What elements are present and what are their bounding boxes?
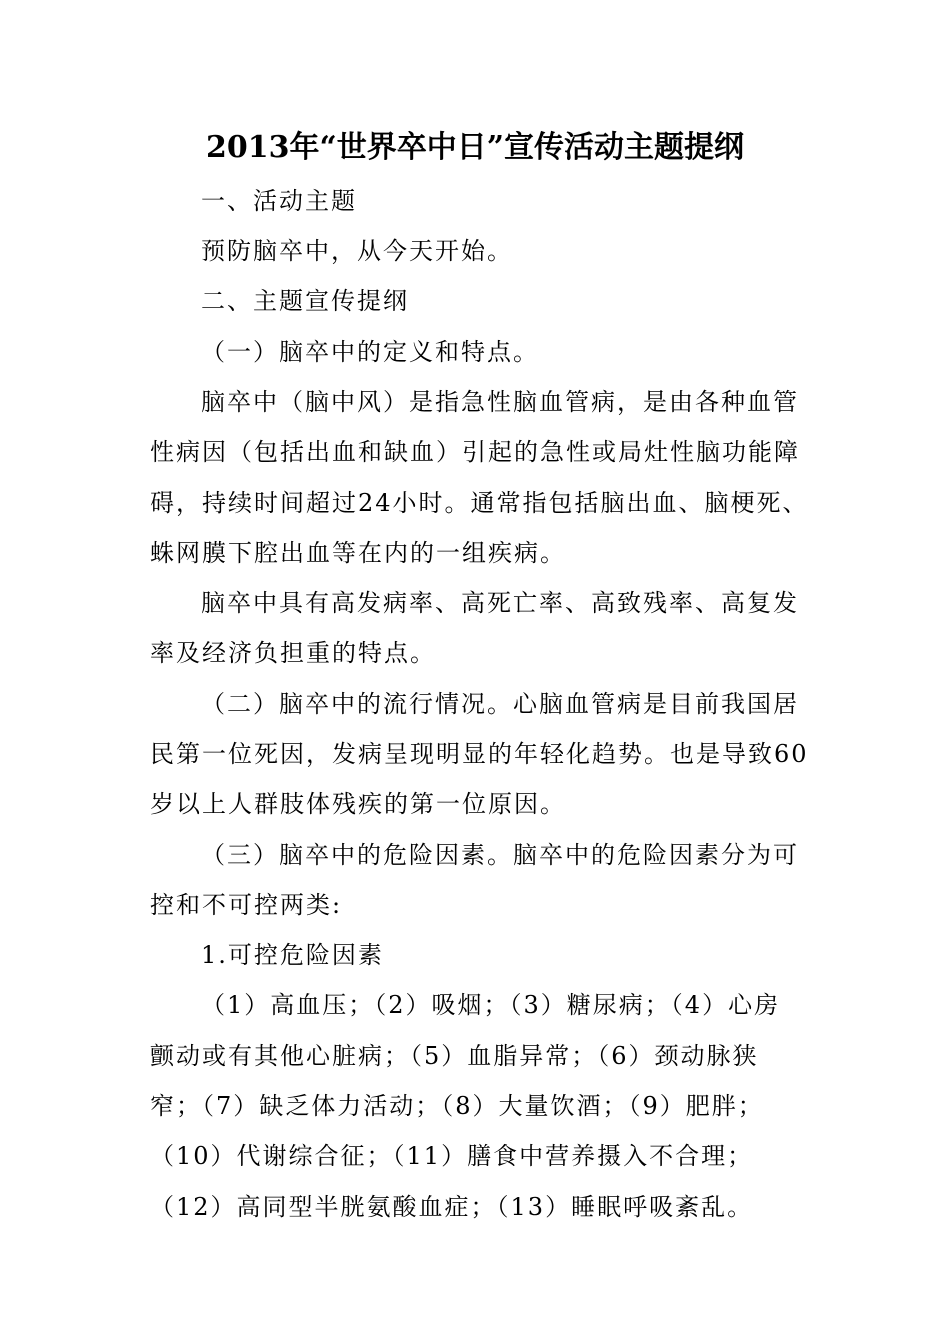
paragraph-line: 颤动或有其他心脏病；（5）血脂异常；（6）颈动脉狭 [150,1042,759,1070]
document-title: 2013年“世界卒中日”宣传活动主题提纲 [205,130,744,165]
paragraph-line: 脑卒中具有高发病率、高死亡率、高致残率、高复发 [201,589,799,617]
paragraph-line: （12）高同型半胱氨酸血症；（13）睡眠呼吸紊乱。 [150,1193,754,1221]
section-heading-outline: 二、主题宣传提纲 [201,287,409,315]
paragraph-line: 窄；（7）缺乏体力活动；（8）大量饮酒；（9）肥胖； [150,1092,764,1120]
paragraph-line: 脑卒中（脑中风）是指急性脑血管病，是由各种血管 [201,388,799,416]
paragraph-line: 民第一位死因，发病呈现明显的年轻化趋势。也是导致60 [150,740,809,768]
paragraph-line: 性病因（包括出血和缺血）引起的急性或局灶性脑功能障 [150,438,800,466]
theme-statement: 预防脑卒中，从今天开始。 [201,237,513,265]
paragraph-line: 率及经济负担重的特点。 [150,639,436,667]
subsection-heading-risk-factors: （三）脑卒中的危险因素。脑卒中的危险因素分为可 [201,841,799,869]
paragraph-line: 碍，持续时间超过24小时。通常指包括脑出血、脑梗死、 [150,489,809,517]
paragraph-line: （10）代谢综合征；（11）膳食中营养摄入不合理； [150,1142,754,1170]
section-heading-activity-theme: 一、活动主题 [201,187,357,215]
subsection-heading-epidemiology: （二）脑卒中的流行情况。心脑血管病是目前我国居 [201,690,799,718]
list-heading-controllable-factors: 1.可控危险因素 [201,941,384,969]
paragraph-line: 蛛网膜下腔出血等在内的一组疾病。 [150,539,566,567]
paragraph-line: （1）高血压；（2）吸烟；（3）糖尿病；（4）心房 [201,991,781,1019]
subsection-heading-definition: （一）脑卒中的定义和特点。 [201,338,539,366]
paragraph-line: 控和不可控两类: [150,891,343,919]
paragraph-line: 岁以上人群肢体残疾的第一位原因。 [150,790,566,818]
